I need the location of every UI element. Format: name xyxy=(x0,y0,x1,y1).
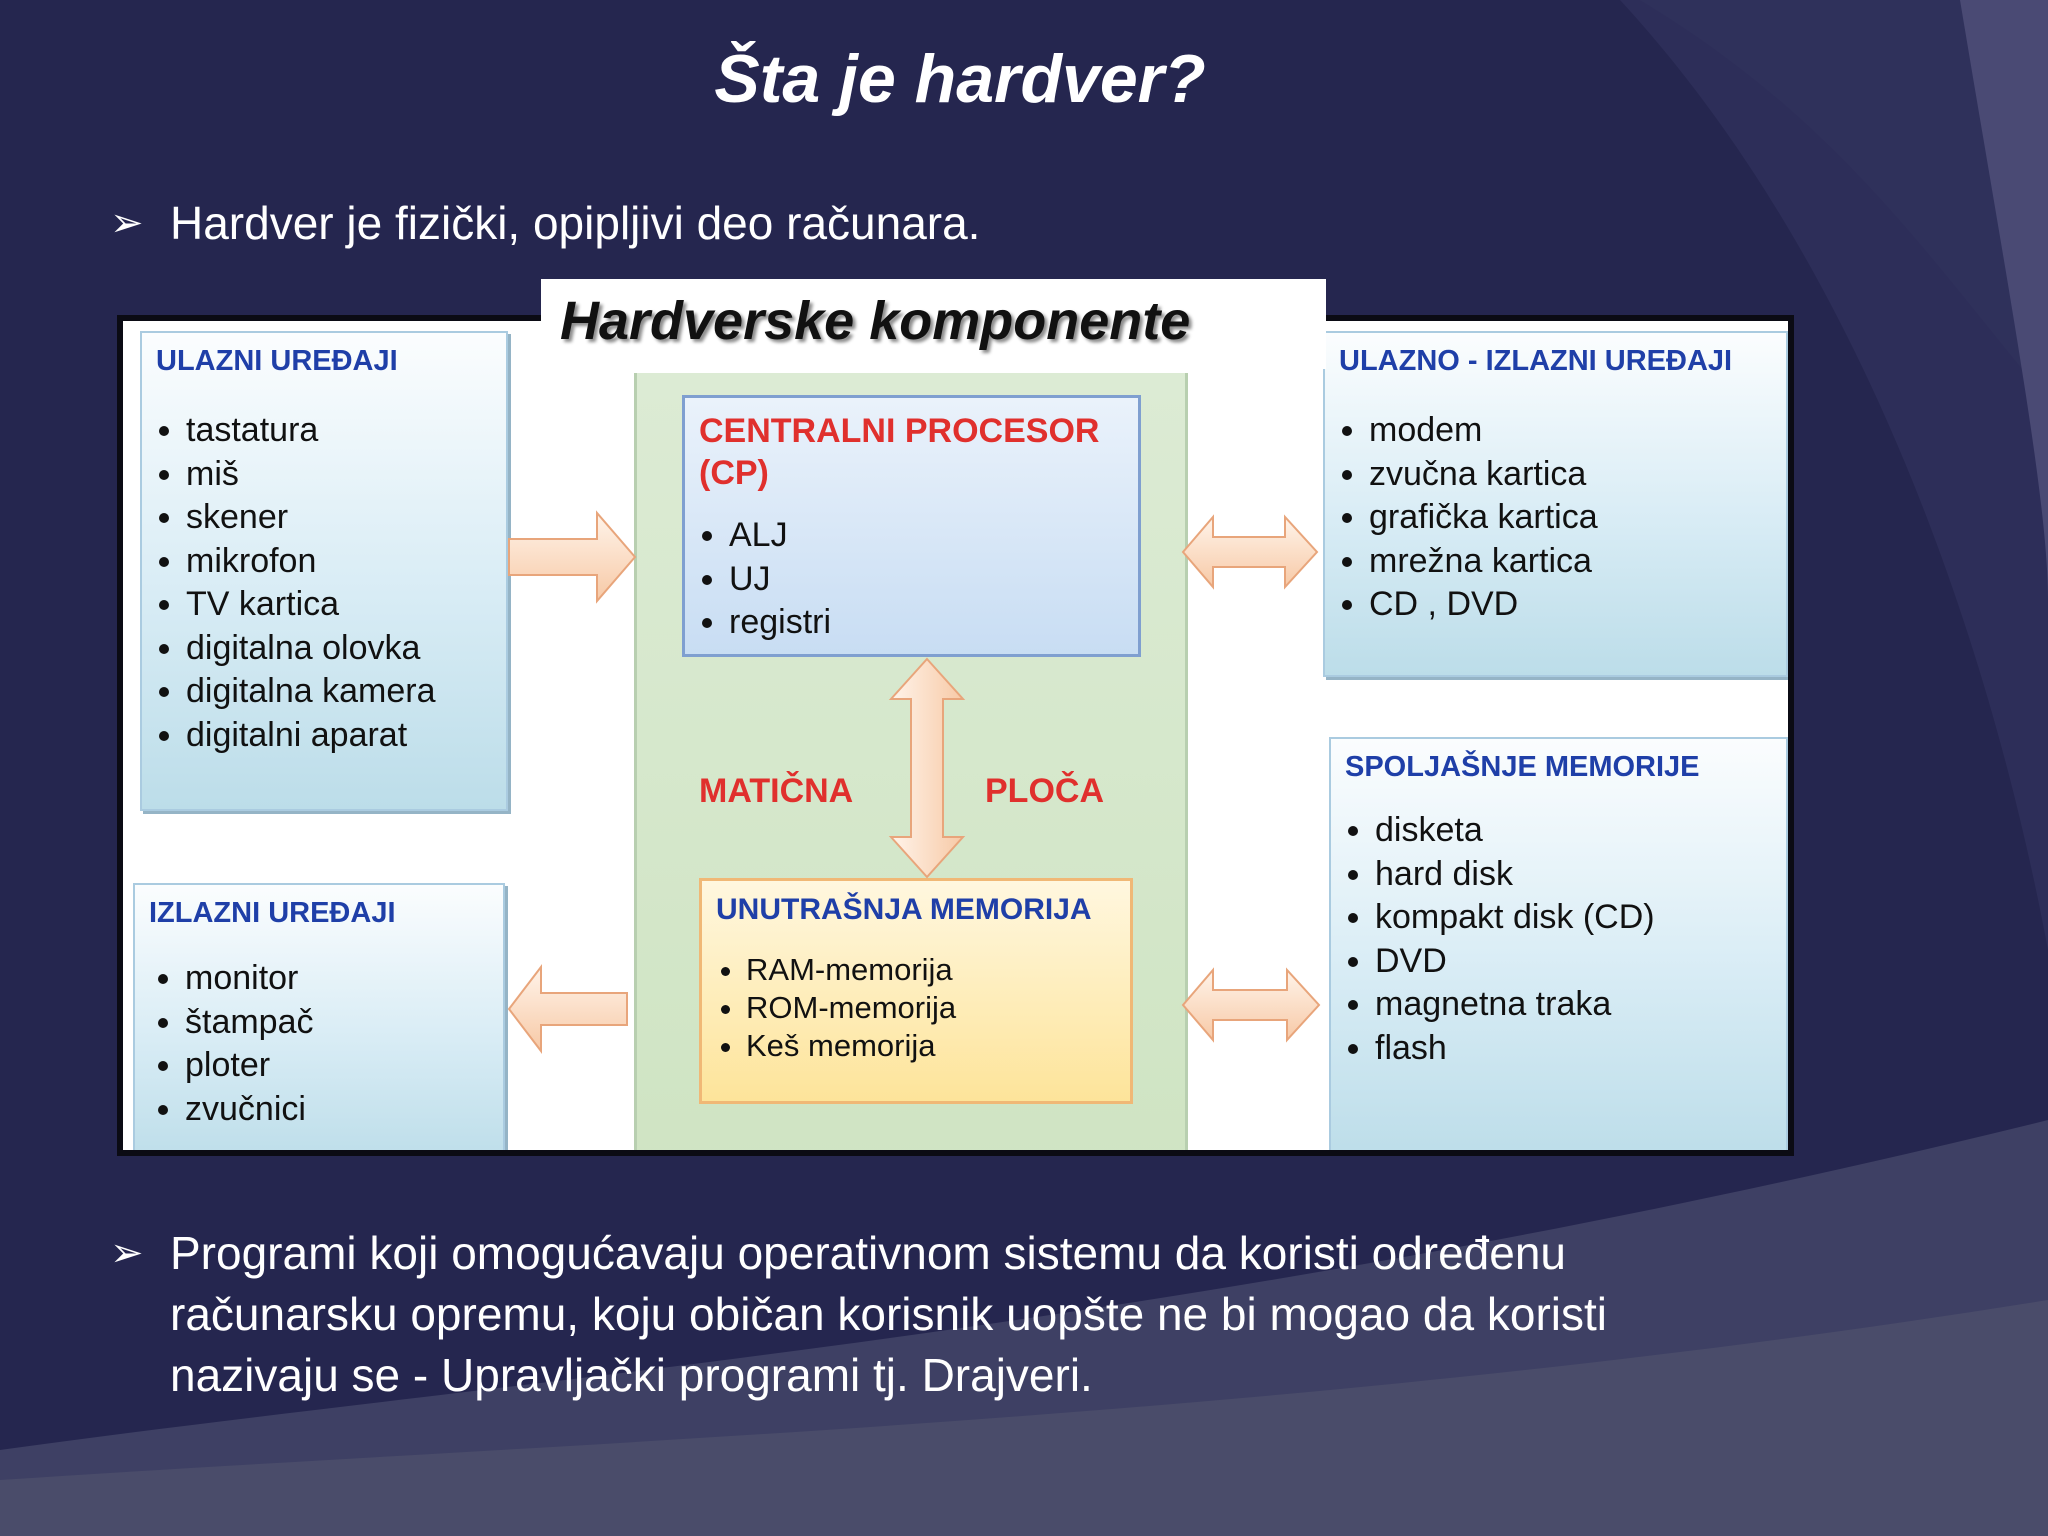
arrow-right-icon xyxy=(509,513,635,601)
arrow-bullet-icon: ➢ xyxy=(110,1231,144,1275)
list-item: • zvučna kartica xyxy=(1369,453,1598,497)
output-devices-header: IZLAZNI UREĐAJI xyxy=(149,897,396,929)
bullet-hardware-definition xyxy=(110,193,1910,254)
list-item: • digitalna kamera xyxy=(186,670,435,714)
list-item: • tastatura xyxy=(186,409,435,453)
vertical-double-arrow-icon xyxy=(891,659,963,877)
list-item: • ROM-memorija xyxy=(746,989,956,1027)
input-devices-header: ULAZNI UREĐAJI xyxy=(156,345,398,377)
list-item: • kompakt disk (CD) xyxy=(1375,896,1655,940)
list-item: • mikrofon xyxy=(186,540,435,584)
list-item: • digitalni aparat xyxy=(186,714,435,758)
list-item: • digitalna olovka xyxy=(186,627,435,671)
hardware-diagram xyxy=(117,315,1794,1156)
double-arrow-icon xyxy=(1183,970,1319,1040)
list-item: • monitor xyxy=(185,957,314,1001)
list-item: • zvučnici xyxy=(185,1088,314,1132)
list-item: • skener xyxy=(186,496,435,540)
list-item: • mrežna kartica xyxy=(1369,540,1598,584)
bullet-text-line: Programi koji omogućavaju operativnom sistemu da koristi određenu xyxy=(170,1227,1567,1279)
motherboard-label-right: PLOČA xyxy=(985,772,1104,810)
list-item: • grafička kartica xyxy=(1369,496,1598,540)
internal-memory-header: UNUTRAŠNJA MEMORIJA xyxy=(716,893,1092,926)
cpu-header: CENTRALNI PROCESOR (CP) xyxy=(699,412,1100,492)
list-item: • štampač xyxy=(185,1001,314,1045)
bullet-text-line: računarsku opremu, koju običan korisnik uopšte ne bi mogao da koristi xyxy=(170,1288,1607,1340)
list-item: • DVD xyxy=(1375,940,1655,984)
external-memory-header: SPOLJAŠNJE MEMORIJE xyxy=(1345,751,1700,783)
list-item: • disketa xyxy=(1375,809,1655,853)
list-item: • ALJ xyxy=(729,514,831,558)
bullet-drivers xyxy=(110,1223,1910,1413)
connector-arrows xyxy=(123,321,1794,1156)
list-item: • Keš memorija xyxy=(746,1027,956,1065)
list-item: • magnetna traka xyxy=(1375,983,1655,1027)
list-item: • miš xyxy=(186,453,435,497)
io-devices-header: ULAZNO - IZLAZNI UREĐAJI xyxy=(1339,345,1733,377)
list-item: • TV kartica xyxy=(186,583,435,627)
list-item: • RAM-memorija xyxy=(746,951,956,989)
bullet-text: Hardver je fizički, opipljivi deo računara. xyxy=(170,197,981,249)
list-item: • hard disk xyxy=(1375,853,1655,897)
list-item: • ploter xyxy=(185,1044,314,1088)
bullet-text-line: nazivaju se - Upravljački programi tj. Drajveri. xyxy=(170,1349,1093,1401)
list-item: • CD , DVD xyxy=(1369,583,1598,627)
arrow-bullet-icon: ➢ xyxy=(110,201,144,245)
list-item: • registri xyxy=(729,601,831,645)
slide-title: Šta je hardver? xyxy=(714,41,1206,117)
motherboard-label-left: MATIČNA xyxy=(699,772,854,810)
list-item: • UJ xyxy=(729,558,831,602)
list-item: • flash xyxy=(1375,1027,1655,1071)
double-arrow-icon xyxy=(1183,517,1317,587)
diagram-title: Hardverske komponente xyxy=(560,291,1191,351)
list-item: • modem xyxy=(1369,409,1598,453)
arrow-left-icon xyxy=(509,967,627,1051)
